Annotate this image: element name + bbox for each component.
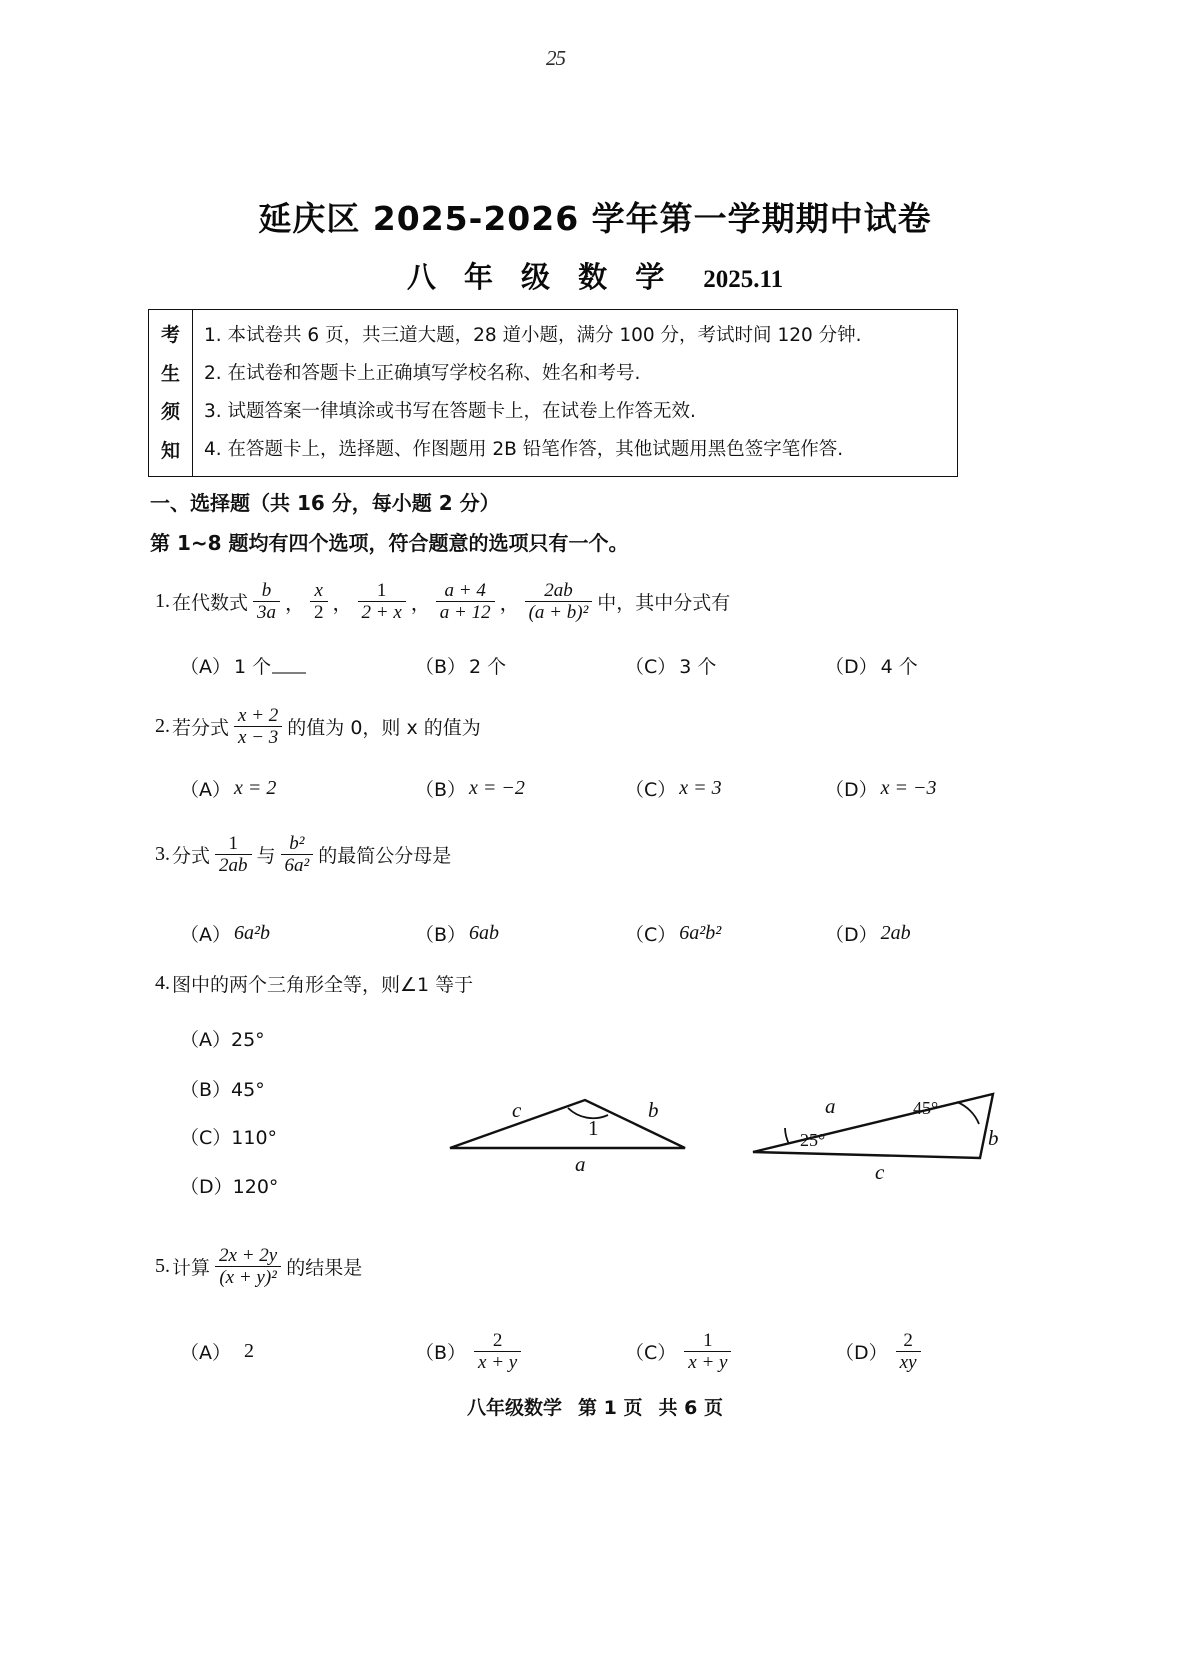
fraction-numerator: x + 2 xyxy=(238,705,279,726)
option-tag: （B） xyxy=(415,924,467,946)
comma-separator: ， xyxy=(285,593,306,616)
page-footer xyxy=(0,1393,1190,1420)
fraction-denominator: 2 + x xyxy=(358,601,406,623)
option-text: 1 个 xyxy=(234,656,272,678)
question-3-number: 3. xyxy=(155,843,170,866)
option-text: 2ab xyxy=(880,922,911,944)
option-text: 110° xyxy=(231,1127,278,1149)
question-2-option-b[interactable] xyxy=(415,775,525,802)
notice-line-1: 1. 本试卷共 6 页，共三道大题，28 道小题，满分 100 分，考试时间 120 分钟. xyxy=(204,325,862,346)
question-1-options xyxy=(0,652,1190,696)
fraction-numerator: b² xyxy=(289,833,305,854)
question-5-option-c[interactable] xyxy=(625,1330,736,1374)
fraction-denominator: 3a xyxy=(253,601,280,623)
question-3-stem-suffix: 的最简公分母是 xyxy=(318,845,452,868)
option-text: 25° xyxy=(231,1029,265,1051)
left-triangle-svg xyxy=(440,1070,700,1185)
fraction-numerator: 1 xyxy=(376,580,387,601)
option-fraction xyxy=(684,1330,731,1374)
notice-box xyxy=(148,309,958,477)
question-1-option-b[interactable] xyxy=(415,652,506,679)
question-2-options xyxy=(0,775,1190,819)
option-tag: （C） xyxy=(625,1342,677,1365)
fraction-numerator: 2x + 2y xyxy=(219,1245,278,1266)
question-2-option-a[interactable] xyxy=(180,775,276,802)
question-1-fraction-3 xyxy=(358,580,406,624)
fraction-denominator: 2ab xyxy=(215,854,252,876)
option-tag: （B） xyxy=(415,1342,467,1365)
section-one-heading: 一、选择题（共 16 分，每小题 2 分） xyxy=(150,491,500,515)
option-tag: （A） xyxy=(180,1029,231,1051)
fraction-numerator: 1 xyxy=(703,1330,713,1351)
right-triangle-label-25deg: 25° xyxy=(800,1130,826,1150)
question-2-stem xyxy=(155,705,481,749)
left-triangle-label-b: b xyxy=(648,1098,659,1122)
option-text: 6a²b² xyxy=(679,922,722,944)
right-triangle-label-a: a xyxy=(825,1094,836,1118)
question-1-stem-suffix: 中，其中分式有 xyxy=(597,592,731,615)
option-text: 2 个 xyxy=(469,656,507,678)
right-triangle-label-b: b xyxy=(988,1126,999,1150)
question-1-option-d[interactable] xyxy=(825,652,918,679)
footer-subject: 八年级数学 xyxy=(467,1397,563,1419)
option-tag: （D） xyxy=(835,1342,888,1365)
question-5-number: 5. xyxy=(155,1255,170,1278)
question-4-option-a[interactable] xyxy=(180,1025,265,1052)
exam-date: 2025.11 xyxy=(703,266,784,293)
option-fraction xyxy=(474,1330,521,1374)
right-triangle-label-45deg: 45° xyxy=(913,1098,939,1118)
fraction-denominator: (a + b)² xyxy=(525,601,593,623)
stray-pencil-mark xyxy=(272,672,306,674)
left-triangle-label-c: c xyxy=(512,1098,522,1122)
fraction-numerator: 2ab xyxy=(544,580,573,601)
question-5-fraction xyxy=(215,1245,281,1289)
corner-handwriting-mark: 25 xyxy=(546,46,565,70)
option-text: x = 2 xyxy=(234,777,277,799)
comma-separator: ， xyxy=(410,593,431,616)
question-2-number: 2. xyxy=(155,715,170,738)
fraction-denominator: (x + y)² xyxy=(215,1266,281,1288)
fraction-numerator: 2 xyxy=(903,1330,913,1351)
question-1-stem-prefix: 在代数式 xyxy=(172,592,249,615)
question-1-stem xyxy=(155,580,730,624)
notice-label-char-3: 须 xyxy=(160,401,180,424)
option-tag: （C） xyxy=(625,924,677,946)
option-text: 2 xyxy=(244,1340,254,1362)
question-3-stem xyxy=(155,833,451,877)
question-3-options xyxy=(0,920,1190,964)
fraction-denominator: xy xyxy=(896,1351,921,1373)
question-2-fraction xyxy=(234,705,282,749)
fraction-numerator: b xyxy=(261,580,272,601)
question-4-figure-right-triangle xyxy=(745,1068,1005,1188)
fraction-denominator: 6a² xyxy=(281,854,314,876)
option-text: 6a²b xyxy=(234,922,270,944)
question-4-option-b[interactable] xyxy=(180,1075,265,1102)
grade-subject-line xyxy=(0,255,1190,296)
question-2-stem-suffix: 的值为 0，则 x 的值为 xyxy=(287,717,481,740)
option-tag: （A） xyxy=(180,924,231,946)
comma-separator: ， xyxy=(332,593,353,616)
left-triangle-label-angle1: 1 xyxy=(588,1116,599,1140)
question-5-stem xyxy=(155,1245,362,1289)
option-tag: （C） xyxy=(625,779,677,801)
question-5-stem-suffix: 的结果是 xyxy=(286,1257,363,1280)
comma-separator: ， xyxy=(499,593,520,616)
footer-page-total: 共 6 页 xyxy=(658,1397,723,1419)
option-tag: （D） xyxy=(825,779,878,801)
question-2-option-c[interactable] xyxy=(625,775,722,802)
question-5-option-a[interactable] xyxy=(180,1338,254,1365)
question-4-figure-left-triangle xyxy=(440,1070,700,1185)
fraction-numerator: a + 4 xyxy=(444,580,486,601)
option-tag: （A） xyxy=(180,656,231,678)
notice-line-4: 4. 在答题卡上，选择题、作图题用 2B 铅笔作答，其他试题用黑色签字笔作答. xyxy=(204,439,844,460)
question-4-option-d[interactable] xyxy=(180,1172,278,1199)
question-5-options xyxy=(0,1330,1190,1374)
question-1-option-a[interactable] xyxy=(180,652,271,679)
notice-label-char-1: 考 xyxy=(160,324,180,347)
question-5-option-b[interactable] xyxy=(415,1330,526,1374)
page-title: 延庆区 2025-2026 学年第一学期期中试卷 xyxy=(258,199,932,238)
question-3-option-b[interactable] xyxy=(415,920,499,947)
option-tag: （D） xyxy=(825,656,878,678)
notice-line-2: 2. 在试卷和答题卡上正确填写学校名称、姓名和考号. xyxy=(204,363,641,384)
left-triangle-label-a: a xyxy=(575,1152,586,1176)
fraction-numerator: 1 xyxy=(228,833,239,854)
fraction-denominator: x + y xyxy=(684,1351,731,1373)
question-4-number: 4. xyxy=(155,972,170,994)
option-tag: （B） xyxy=(180,1079,232,1101)
question-3-fraction-left xyxy=(215,833,252,877)
footer-page-current: 第 1 页 xyxy=(578,1397,643,1419)
fraction-denominator: x − 3 xyxy=(234,726,282,748)
option-tag: （C） xyxy=(180,1127,232,1149)
question-4-option-c[interactable] xyxy=(180,1123,277,1150)
grade-subject-text: 八 年 级 数 学 xyxy=(406,260,674,294)
question-5-stem-prefix: 计算 xyxy=(172,1257,211,1280)
option-text: 6ab xyxy=(469,922,500,944)
option-tag: （B） xyxy=(415,656,467,678)
question-3-stem-prefix: 分式 xyxy=(172,845,211,868)
fraction-denominator: a + 12 xyxy=(436,601,495,623)
notice-lines xyxy=(193,310,957,476)
option-tag: （B） xyxy=(415,779,467,801)
option-text: 45° xyxy=(231,1079,265,1101)
right-triangle-label-c: c xyxy=(875,1160,885,1184)
option-fraction xyxy=(896,1330,921,1374)
option-text: 3 个 xyxy=(679,656,717,678)
option-text: x = −3 xyxy=(880,777,937,799)
notice-label-column xyxy=(149,310,193,476)
option-text: 120° xyxy=(232,1176,279,1198)
question-4-stem xyxy=(155,970,473,997)
section-one-instruction: 第 1~8 题均有四个选项，符合题意的选项只有一个。 xyxy=(150,531,629,555)
question-4-stem-text: 图中的两个三角形全等，则∠1 等于 xyxy=(172,974,474,996)
question-1-fraction-4 xyxy=(436,580,495,624)
question-1-number: 1. xyxy=(155,590,170,613)
option-tag: （A） xyxy=(180,779,231,801)
notice-label-char-2: 生 xyxy=(160,362,180,385)
option-text: x = −2 xyxy=(469,777,525,799)
option-tag: （D） xyxy=(180,1176,233,1198)
option-tag: （A） xyxy=(180,1342,231,1364)
question-1-option-c[interactable] xyxy=(625,652,716,679)
question-5-option-d[interactable] xyxy=(835,1330,926,1374)
option-tag: （D） xyxy=(825,924,878,946)
question-1-fraction-5 xyxy=(525,580,593,624)
fraction-denominator: 2 xyxy=(310,601,328,623)
option-tag: （C） xyxy=(625,656,677,678)
question-1-fraction-1 xyxy=(253,580,280,624)
question-3-option-c[interactable] xyxy=(625,920,721,947)
question-2-stem-prefix: 若分式 xyxy=(172,717,230,740)
question-3-fraction-right xyxy=(281,833,314,877)
question-3-option-d[interactable] xyxy=(825,920,911,947)
option-text: 4 个 xyxy=(880,656,918,678)
option-text: x = 3 xyxy=(679,777,722,799)
question-3-option-a[interactable] xyxy=(180,920,270,947)
fraction-numerator: x xyxy=(314,580,323,601)
fraction-numerator: 2 xyxy=(492,1330,503,1351)
notice-line-3: 3. 试题答案一律填涂或书写在答题卡上，在试卷上作答无效. xyxy=(204,401,696,422)
notice-label-char-4: 知 xyxy=(160,439,180,462)
question-1-fraction-2 xyxy=(310,580,328,624)
fraction-denominator: x + y xyxy=(474,1351,521,1373)
question-3-stem-middle: 与 xyxy=(256,845,276,868)
question-2-option-d[interactable] xyxy=(825,775,937,802)
